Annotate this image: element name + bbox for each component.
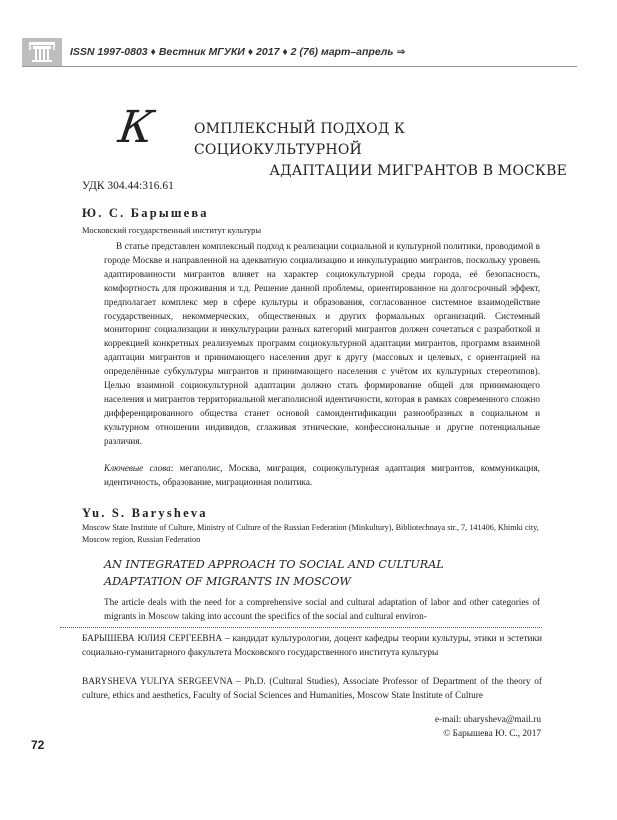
author-bio-ru [82,633,542,661]
title-en-line-1: AN INTEGRATED APPROACH TO SOCIAL AND CULTURAL [104,558,444,571]
author-name-en: Yu. S. Barysheva [82,506,208,520]
author-bio-en [82,676,542,704]
copyright: © Барышева Ю. С., 2017 [443,728,541,739]
keywords-ru [104,462,540,490]
bio-en-name: BARYSHEVA YULIYA SERGEEVNA [82,677,233,687]
article-title [87,102,567,181]
page-number: 72 [31,738,45,752]
title-initial: К [115,102,157,153]
author-affiliation-ru: Московский государственный институт культуры [82,225,262,235]
title-line-1: ОМПЛЕКСНЫЙ ПОДХОД К СОЦИОКУЛЬТУРНОЙ [194,121,406,158]
title-line-2: АДАПТАЦИИ МИГРАНТОВ В МОСКВЕ [269,163,567,179]
abstract-en: The article deals with the need for a comprehensive social and cultural adaptation of labor and other categories of migrants in Moscow taking into account the specifics of the social and cultural environ- [104,597,540,621]
journal-logo [22,38,62,66]
keywords-text: : мегаполис, Москва, миграция, социокультурная адаптация мигрантов, коммуникация, идентичность, образование, миграционная политика. [104,463,540,487]
title-en-line-2: ADAPTATION OF MIGRANTS IN MOSCOW [104,575,351,588]
column-icon [26,41,58,63]
header-divider [22,66,577,67]
udc-code: УДК 304.44:316.61 [82,180,174,192]
abstract-ru [104,240,540,449]
journal-info: ISSN 1997-0803 ♦ Вестник МГУКИ ♦ 2017 ♦ 2 (76) март–апрель ⇒ [70,46,406,58]
bio-en-details: – Ph.D. (Cultural Studies), Associate Professor of Department of the theory of culture, ethics and aesthetics, Faculty of Social Sciences and Humanities, Moscow State Institute of Culture [82,677,542,701]
bio-ru-details: – кандидат культурологии, доцент кафедры теории культуры, этики и эстетики социально-гуманитарного факультета Московского государственного института культуры [82,634,543,658]
author-affiliation-en: Moscow State Institute of Culture, Ministry of Culture of the Russian Federation (Minkultury), Bibliotechnaya str., 7, 141406, Khimki city, Moscow region, Russian Federation [82,523,539,544]
footnote-divider [60,627,542,628]
author-name-ru: Ю. С. Барышева [82,206,209,220]
keywords-label: Ключевые слова [104,463,171,473]
journal-header [22,38,577,68]
abstract-ru-text: В статье представлен комплексный подход к реализации социальной и культурной политики, проводимой в городе Москве и направленной на адекватную социализацию и инкультурацию мигрантов, поскольку уровень адаптированности мигрантов влияет на характер социокультурной среды города, её безопасность, комфортность для проживания и т.д. Решение данной проблемы, ориентированное на долгосрочный эффект, предполагает комплекс мер в сфере культуры и образования, согласованное системное взаимодействие государственных, некоммерческих, общественных и других формальных организаций. Системный мониторинг социализации и инкультурации разных категорий мигрантов должен сочетаться с разработкой и коррекцией конкретных реализуемых программ социокультурной адаптации мигрантов, программ взаимной адаптации мигрантов и принимающего населения друг к другу (массовых и целевых, с ориентацией на определённые субкультуры мигрантов и принимающего населения с учётом их культурных стереотипов). Целью взаимной социокультурной адаптации должно стать формирование общей для принимающего населения и мигрантов территориальной мегаполисной идентичности, которая в рамках современного сложно дифференцированного общества станет основой самоидентификации разнообразных в социальном и культурном отношении индивидов, сглаживая этнические, конфессиональные и другие потенциальные различия. [104,241,540,446]
bio-ru-name: БАРЫШЕВА ЮЛИЯ СЕРГЕЕВНА [82,634,223,644]
author-contact [435,714,541,742]
article-title-en [104,556,544,590]
author-email[interactable]: e-mail: ubarysheva@mail.ru [434,715,541,725]
